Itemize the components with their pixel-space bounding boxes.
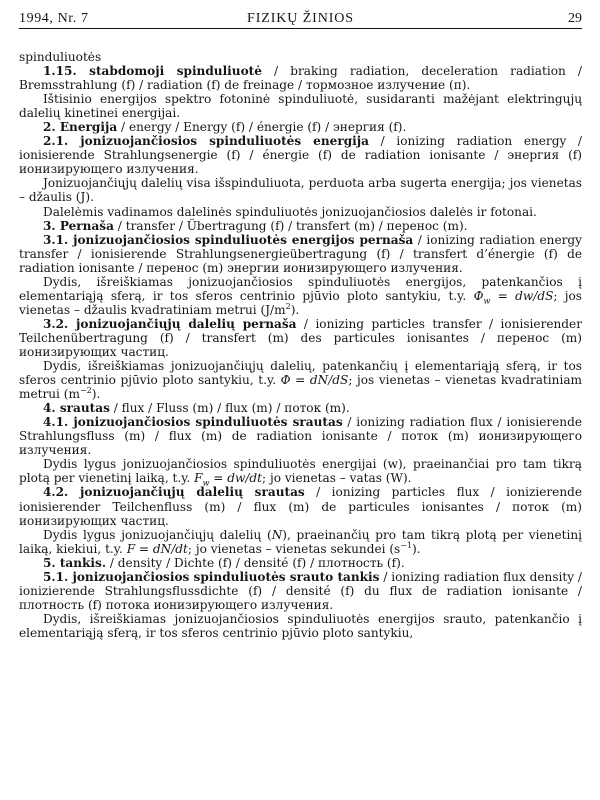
text-run: w [483,296,491,306]
paragraph [19,205,582,219]
text-run: −2 [79,386,92,396]
article-body [19,50,582,640]
paragraph [19,612,582,640]
text-run: dw/dS [515,288,554,303]
term-heading: 3.1. jonizuojančiosios spinduliuotės energijos pernaša [43,232,414,247]
term-heading: 3.2. jonizuojančiųjų dalelių pernaša [43,316,297,331]
text-run: spinduliuotės [19,50,102,64]
text-run: ; jo vienetas – vienetas sekundei (s [187,541,401,556]
paragraph [19,176,582,204]
term-heading: 4.2. jonizuojančiųjų dalelių srautas [43,485,305,500]
text-run: / density / Dichte (f) / densité (f) / плотность (f). [106,555,405,570]
text-run: / ionizing particles flux / ionizierende ionisierender Teilchenfluss (m) / flux (m) de particules ionisantes / поток (m) ионизирующих частиц. [19,485,583,528]
text-run: = [209,471,228,486]
text-run: / energy / Energy (f) / énergie (f) / энергия (f). [117,120,407,135]
text-run: Jonizuojančiųjų dalelių visa išspinduliuota, perduota arba sugerta energija; jos vienetas – džaulis (J). [19,176,582,205]
text-run: / flux / Fluss (m) / flux (m) / поток (m). [109,401,350,416]
text-run: Dalelėmis vadinamos dalelinės spinduliuotės jonizuojančiosios dalelės ir fotonai. [43,204,537,219]
issue-label: 1994, Nr. 7 [19,11,89,26]
paragraph [19,134,582,176]
text-run: ), praeinančių pro tam tikrą plotą per vienetinį laiką, kiekiui, t.y. [19,527,582,556]
text-run: 2 [285,301,291,311]
text-run: / transfer / Übertragung (f) / transfert (m) / перенос (m). [113,218,468,233]
term-heading: 3. Pernaša [43,218,114,233]
paragraph [19,64,582,92]
text-run: F [194,471,203,486]
text-run: F = dN/dt [126,541,188,556]
paragraph [19,275,582,317]
paragraph [19,120,582,134]
paragraph [19,556,582,570]
paragraph [19,359,582,401]
text-run: ; jos vienetas – vienetas kvadratiniam metrui (m [19,373,582,402]
text-run: = [490,288,516,303]
journal-title: FIZIKŲ ŽINIOS [247,11,354,26]
text-run: ; jo vienetas – vatas (W). [262,471,412,486]
text-run: Dydis, išreiškiamas jonizuojančiųjų dalelių, patenkančių į elementariąją sferą, ir tos sferos centrinio pjūvio ploto santykiu, t.y. [19,359,582,388]
paragraph [19,485,582,527]
text-run: / ionizing radiation energy / ionisierende Strahlungsenergie (f) / énergie (f) de radiation ionisante / энергия (f) ионизирующего излучения. [19,134,582,177]
text-run: ). [91,387,101,402]
text-run: / ionizing radiation flux / ionisierende Strahlungsfluss (m) / flux (m) de radiation ionisante / поток (m) ионизирующего излучения. [19,415,582,458]
text-run: / ionizing radiation flux density / ionizierende Strahlungsflussdichte (f) / densité (f) du flux de radiation ionisante / плотность (f) потока ионизирующего излучения. [19,569,583,612]
term-heading: 2. Energija [43,120,118,135]
paragraph [19,317,582,359]
term-heading: 1.15. stabdomoji spinduliuotė [43,64,262,79]
term-heading: 4.1. jonizuojančiosios spinduliuotės srautas [43,415,343,430]
text-run: Dydis lygus jonizuojančiųjų dalelių ( [43,527,272,542]
term-heading: 4. srautas [43,401,110,416]
text-run: Dydis lygus jonizuojančiosios spinduliuotės energijai (w), praeinančiai pro tam tikrą plotą per vienetinį laiką, t.y. [19,457,582,486]
text-run: / ionizing radiation energy transfer / ionisierende Strahlungsenergieübertragung (f) / transfert d’énergie (f) de radiation ionisante / перенос (m) энергии ионизирующего излучения. [19,232,582,275]
paragraph [19,219,582,233]
paragraph [19,528,582,556]
text-run: Φ [473,288,484,303]
paragraph [19,92,582,120]
text-run: ; jos vienetas – džaulis kvadratiniam metrui (J/m [19,288,583,317]
text-run: N [271,527,283,542]
text-run: ). [412,541,421,556]
text-run: Dydis, išreiškiamas jonizuojančiosios spinduliuotės energijos srauto, patenkančio į elementariąją sferą, ir tos sferos centrinio pjūvio ploto santykiu, [19,611,582,640]
text-run: ). [290,302,300,317]
text-run: −1 [400,540,413,550]
term-heading: 5.1. jonizuojančiosios spinduliuotės srauto tankis [43,569,380,584]
text-run: Dydis, išreiškiamas jonizuojančiosios spinduliuotės energijos, patenkančios į elementariąją sferą, ir tos sferos centrinio pjūvio ploto santykiu, t.y. [19,274,582,303]
term-heading: 2.1. jonizuojančiosios spinduliuotės energija [43,134,369,149]
paragraph [19,401,582,415]
paragraph [19,233,582,275]
page-number: 29 [568,11,582,26]
term-heading: 5. tankis. [43,555,107,570]
text-run: / ionizing particles transfer / ionisierender Teilchenübertragung (f) / transfert (m) des particules ionisantes / перенос (m) ионизирующих частиц. [19,316,582,359]
text-run: Φ = dN/dS [280,373,349,388]
running-header [19,8,582,29]
paragraph [19,415,582,457]
paragraph [19,570,582,612]
text-run: / braking radiation, deceleration radiation / Bremsstrahlung (f) / radiation (f) de freinage / тормозное излучение (п). [19,64,582,93]
paragraph [19,457,582,488]
text-run: dw/dt [227,471,263,486]
paragraph [19,50,582,64]
text-run: w [202,478,210,488]
text-run: Ištisinio energijos spektro fotoninė spinduliuotė, susidaranti mažėjant elektringųjų dalelių kinetinei energijai. [19,92,582,121]
